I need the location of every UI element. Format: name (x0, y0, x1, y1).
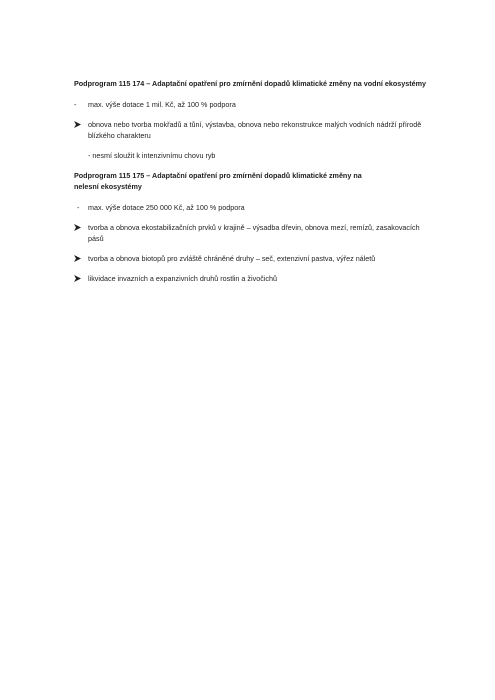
list-item-text: tvorba a obnova ekostabilizačních prvků v krajině – výsadba dřevin, obnova mezí, remízů, zasakovacích pásů (88, 223, 420, 243)
list-item-arrow (74, 222, 444, 244)
list-item-text: max. výše dotace 1 mil. Kč, až 100 % podpora (88, 100, 236, 109)
arrowhead-bullet-icon (74, 222, 88, 231)
sub-note: - nesmí sloužit k intenzivnímu chovu ryb (88, 151, 216, 160)
arrowhead-bullet-icon (74, 273, 88, 282)
dash-bullet: - (77, 203, 80, 212)
list-item-arrow (74, 119, 444, 141)
list-item-text: tvorba a obnova biotopů pro zvláště chráněné druhy – seč, extenzivní pastva, výřez náletů (88, 254, 376, 263)
list-item-dash (74, 202, 444, 213)
list-item-text: obnova nebo tvorba mokřadů a tůní, výstavba, obnova nebo rekonstrukce malých vodních nádrží přírodě blízkého charakteru (88, 120, 422, 140)
dash-bullet: - (74, 100, 77, 109)
list-item-arrow (74, 253, 444, 264)
list-item-text: max. výše dotace 250 000 Kč, až 100 % podpora (88, 203, 245, 212)
section-heading-115-175: Podprogram 115 175 – Adaptační opatření pro zmírnění dopadů klimatické změny na nelesní ekosystémy (74, 171, 362, 191)
arrowhead-bullet-icon (74, 253, 88, 262)
list-item-dash (74, 99, 444, 110)
arrowhead-bullet-icon (74, 119, 88, 128)
section-heading-115-174: Podprogram 115 174 – Adaptační opatření pro zmírnění dopadů klimatické změny na vodní ekosystémy (74, 79, 427, 88)
document-content (74, 78, 444, 284)
list-item-arrow (74, 273, 444, 284)
list-item-text: likvidace invazních a expanzivních druhů rostlin a živočichů (88, 274, 277, 283)
